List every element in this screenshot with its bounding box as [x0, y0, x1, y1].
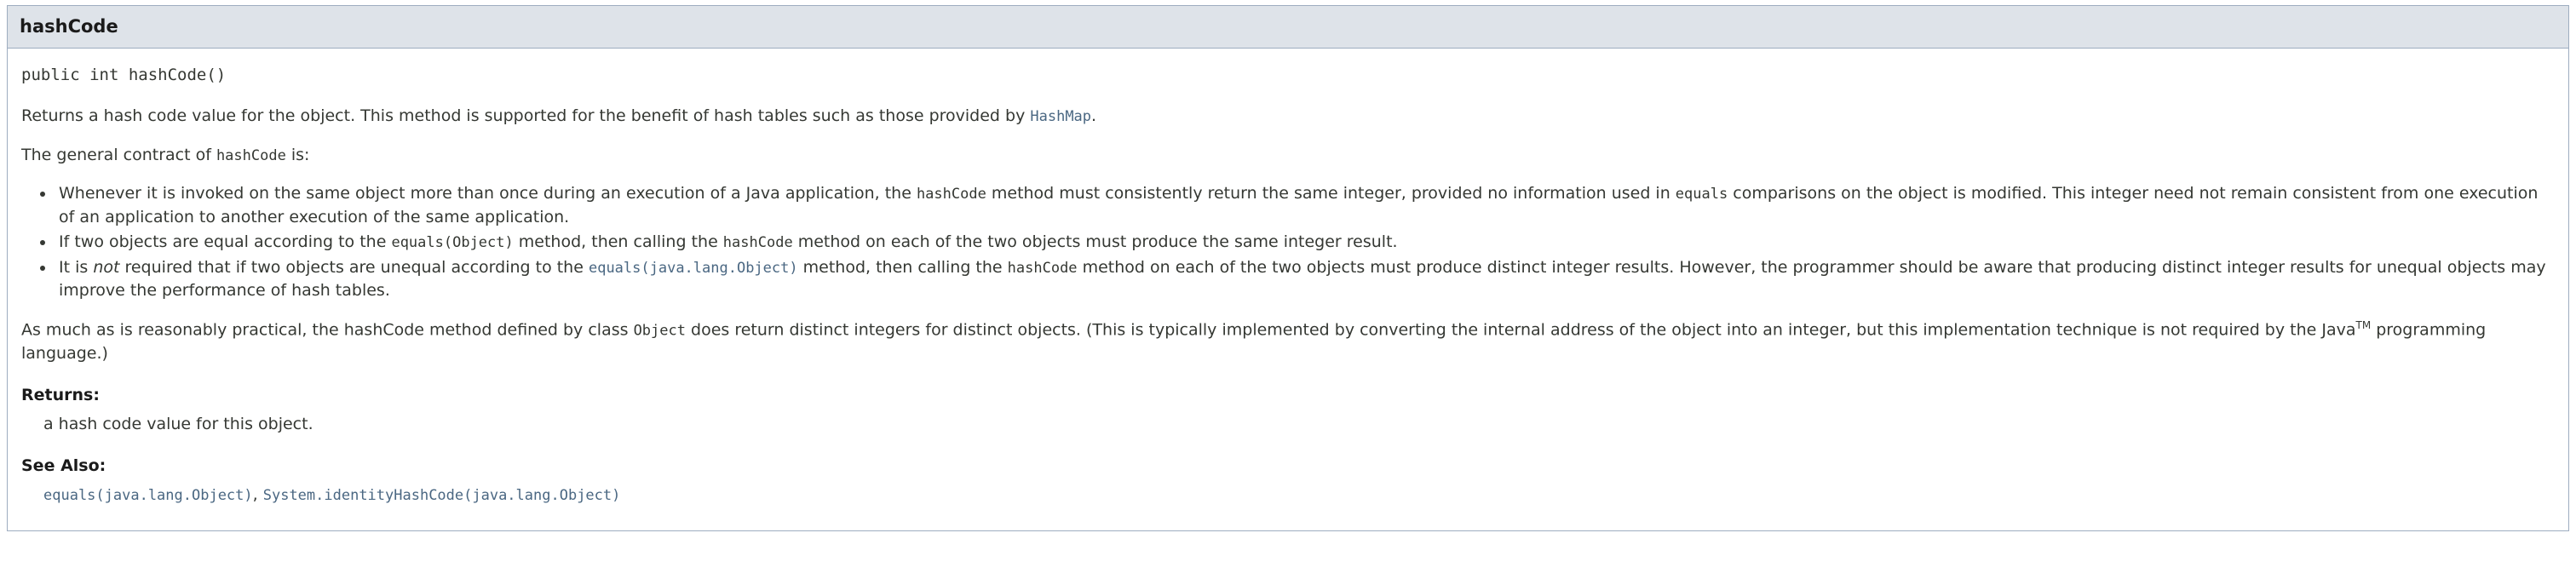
returns-value: a hash code value for this object.	[43, 414, 313, 433]
contract-list-item	[55, 231, 2555, 255]
inline-text: programming language.)	[21, 320, 2487, 363]
hashcode-code-inline: hashCode	[216, 146, 286, 164]
inline-text: method must consistently return the same integer, provided no information used in	[986, 184, 1676, 203]
inline-text: method on each of the two objects must produce the same integer result.	[792, 232, 1398, 252]
inline-text: As much as is reasonably practical, the hashCode method defined by class	[21, 320, 634, 340]
returns-label: Returns:	[21, 386, 100, 405]
see-also-separator: ,	[252, 484, 263, 504]
inline-code: hashCode	[916, 186, 986, 203]
intro-text-prefix: Returns a hash code value for the object. This method is supported for the benefit of hash tables such as those provided by	[21, 106, 1031, 125]
inline-text: method, then calling the	[797, 257, 1008, 277]
trademark-superscript: TM	[2355, 318, 2372, 331]
general-contract-lead	[21, 144, 2555, 168]
see-also-link[interactable]: System.identityHashCode(java.lang.Object)	[262, 486, 621, 504]
inline-text: Whenever it is invoked on the same object more than once during an execution of a Java application, the	[59, 184, 917, 203]
hashmap-link[interactable]: HashMap	[1030, 107, 1092, 125]
inline-text: method, then calling the	[513, 232, 723, 252]
emphasis-text: not	[93, 257, 120, 277]
inline-code: hashCode	[1007, 259, 1078, 277]
inline-code: hashCode	[722, 234, 793, 252]
inline-text: does return distinct integers for distinct objects. (This is typically implemented by converting the internal address of the object into an integer, but this implementation technique is not required by the Java	[685, 320, 2356, 340]
inline-text: It is	[59, 257, 94, 277]
method-name-header: hashCode	[8, 6, 2568, 49]
inline-text: required that if two objects are unequal according to the	[119, 257, 589, 277]
inline-code: equals	[1675, 186, 1728, 203]
intro-text-suffix: .	[1091, 106, 1097, 125]
method-signature: public int hashCode()	[21, 66, 227, 85]
contract-list-item	[55, 256, 2555, 303]
inline-text: If two objects are equal according to the	[59, 232, 392, 252]
inline-code: equals(Object)	[391, 234, 514, 252]
inline-text: comparisons on the object is modified. This integer need not remain consistent from one execution of an application to another execution of the same application.	[59, 184, 2539, 226]
contract-list-item	[55, 182, 2555, 229]
contract-lead-suffix: is:	[285, 145, 310, 164]
equals-method-link[interactable]: equals(java.lang.Object)	[588, 259, 798, 277]
method-description-intro	[21, 105, 2555, 129]
method-detail-body	[8, 49, 2568, 530]
general-contract-list	[21, 182, 2555, 303]
inline-code: Object	[633, 322, 686, 340]
inline-text: method on each of the two objects must produce distinct integer results. However, the programmer should be aware that producing distinct integer results for unequal objects may improve the performance of hash tables.	[59, 257, 2546, 301]
see-also-link[interactable]: equals(java.lang.Object)	[43, 486, 253, 504]
practical-paragraph	[21, 318, 2555, 365]
contract-lead-prefix: The general contract of	[21, 145, 216, 164]
see-also-links	[43, 484, 2555, 507]
method-detail-block	[7, 5, 2569, 531]
see-also-label: See Also:	[21, 456, 106, 476]
